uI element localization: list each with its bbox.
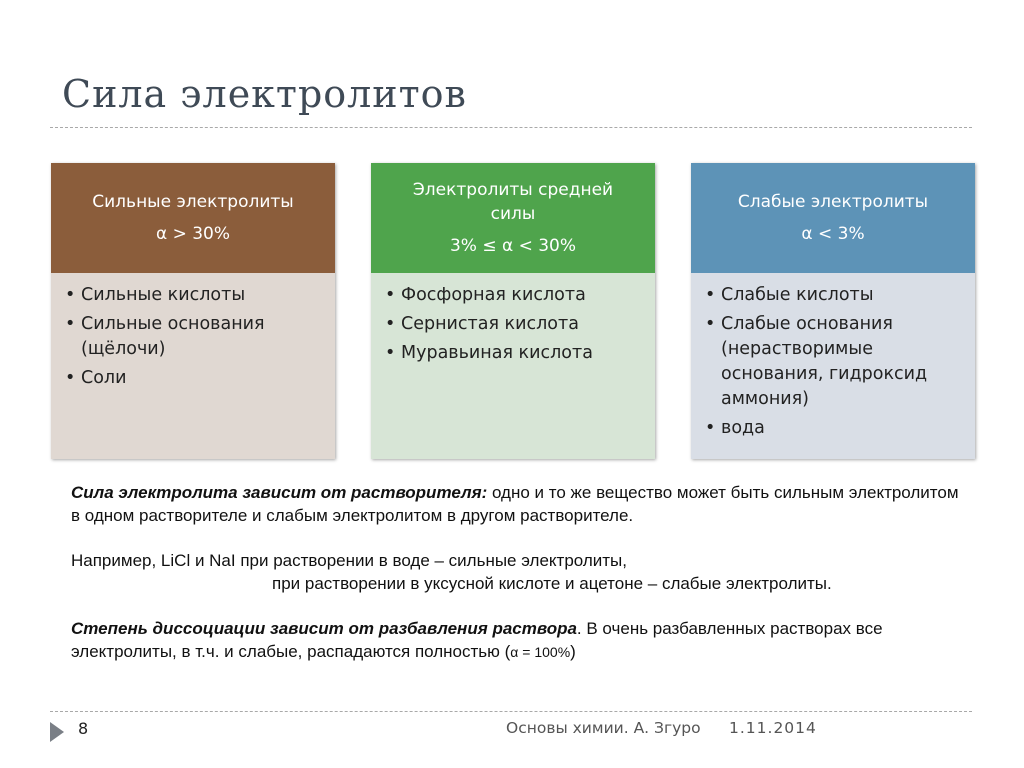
note-solvent-text: одно и то же вещество может быть сильным электролитом в одном растворителе и слабым электролитом в другом растворителе.	[71, 483, 959, 525]
note-dilution-heading: Степень диссоциации зависит от разбавления раствора	[71, 619, 577, 638]
note-example-line1: Например, LiCl и NaI при растворении в воде – сильные электролиты,	[71, 551, 627, 570]
weak-electrolytes-title: Слабые электролиты	[737, 192, 929, 212]
medium-electrolytes-condition: 3% ≤ α < 30%	[449, 236, 577, 256]
medium-electrolytes-title: Электролиты средней силы	[412, 180, 614, 224]
strong-electrolytes-list	[63, 283, 325, 391]
weak-electrolytes-condition: α < 3%	[801, 224, 865, 244]
list-item: • Фосфорная кислота	[383, 283, 645, 308]
medium-electrolytes-header	[371, 163, 655, 273]
footer-divider	[50, 711, 972, 712]
note-example-line2: при растворении в уксусной кислоте и ацетоне – слабые электролиты.	[272, 574, 832, 593]
strong-electrolytes-condition: α > 30%	[155, 224, 231, 244]
list-item: • Слабые основания (нерастворимые основания, гидроксид аммония)	[703, 312, 965, 412]
strong-electrolytes-box	[51, 163, 335, 459]
note-dilution-end: )	[570, 642, 576, 661]
note-dilution	[71, 617, 971, 664]
weak-electrolytes-list	[703, 283, 965, 441]
page-number: 8	[78, 719, 89, 738]
list-item: • Сильные кислоты	[63, 283, 325, 308]
note-solvent-heading: Сила электролита зависит от растворителя:	[71, 483, 488, 502]
note-solvent	[71, 481, 971, 527]
footer-date: 1.11.2014	[729, 719, 817, 737]
play-arrow-icon	[50, 722, 64, 742]
strong-electrolytes-body	[51, 273, 335, 459]
strong-electrolytes-title: Сильные электролиты	[92, 192, 294, 212]
medium-electrolytes-body	[371, 273, 655, 459]
footer-course-title: Основы химии. А. Згуро	[506, 719, 701, 737]
list-item: • Сильные основания (щёлочи)	[63, 312, 325, 362]
weak-electrolytes-header	[691, 163, 975, 273]
medium-electrolytes-list	[383, 283, 645, 366]
slide-title: Сила электролитов	[62, 72, 467, 116]
weak-electrolytes-body	[691, 273, 975, 459]
list-item: • вода	[703, 416, 965, 441]
strong-electrolytes-header	[51, 163, 335, 273]
list-item: • Сернистая кислота	[383, 312, 645, 337]
list-item: • Слабые кислоты	[703, 283, 965, 308]
notes-block	[71, 481, 971, 664]
note-dilution-alpha: α = 100%	[510, 644, 571, 660]
note-dilution-text: . В очень разбавленных растворах все электролиты, в т.ч. и слабые, распадаются полностью (	[71, 619, 883, 661]
list-item: • Соли	[63, 366, 325, 391]
medium-electrolytes-box	[371, 163, 655, 459]
weak-electrolytes-box	[691, 163, 975, 459]
list-item: • Муравьиная кислота	[383, 341, 645, 366]
title-divider	[50, 127, 972, 128]
